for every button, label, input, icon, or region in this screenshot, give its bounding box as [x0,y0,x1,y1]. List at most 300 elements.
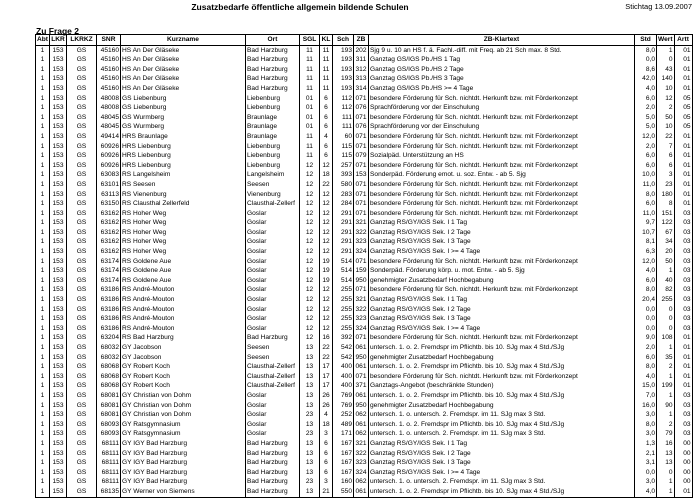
cell-wert: 12 [657,94,675,104]
cell-std: 6,0 [635,94,657,104]
cell-sgl: 01 [300,94,320,104]
cell-std: 0,0 [635,305,657,315]
cell-zb-klartext: Sprachförderung vor der Einschulung [369,122,635,132]
cell-sch: 193 [333,55,354,65]
cell-std: 8,0 [635,420,657,430]
cell-snr: 68111 [97,477,121,487]
cell-zb: 321 [355,219,367,227]
cell-sch: 115 [333,151,354,161]
cell-sch: 160 [333,477,354,487]
cell-lkrkz: GS [67,458,97,468]
cell-kurzname: GS Liebenburg [121,103,246,113]
cell-lkrkz: GS [67,199,97,209]
cell-snr: 68068 [97,372,121,382]
cell-kl: 12 [320,305,333,315]
cell-zb: 062 [355,478,367,486]
column-header-kl: KL [320,35,333,46]
cell-kl: 12 [320,285,333,295]
cell-abt: 1 [36,122,50,132]
cell-sgl: 12 [300,333,320,343]
cell-kurzname: RS Vienenburg [121,190,246,200]
cell-zb: 324 [355,248,367,256]
cell-kl: 22 [320,353,333,363]
cell-wert: 50 [657,257,675,267]
cell-ort: Bad Harzburg [246,468,300,478]
cell-sch: 769 [333,401,354,411]
cell-wert: 23 [657,180,675,190]
cell-wert: 13 [657,458,675,468]
cell-sch: 514 [333,257,354,267]
cell-ort: Liebenburg [246,161,300,171]
cell-sgl: 12 [300,180,320,190]
cell-ort: Bad Harzburg [246,84,300,94]
cell-zb-klartext: Ganztag RS/GY/IGS Sek. I 3 Tage [369,458,635,468]
cell-sgl: 12 [300,324,320,334]
cell-std: 8,0 [635,190,657,200]
cell-ort: Goslar [246,314,300,324]
cell-std: 0,0 [635,324,657,334]
cell-sch: 400 [333,372,354,382]
table-row [36,401,693,411]
cell-abt: 1 [36,247,50,257]
cell-kl: 4 [320,132,333,142]
cell-artt: 01 [674,381,692,391]
cell-lkrkz: GS [67,65,97,75]
table-row [36,151,693,161]
cell-snr: 45160 [97,55,121,65]
table-row [36,247,693,257]
cell-ort: Langelsheim [246,170,300,180]
cell-wert: 50 [657,113,675,123]
cell-abt: 1 [36,94,50,104]
cell-artt: 01 [674,343,692,353]
column-header-wert: Wert [657,35,675,46]
cell-ort: Bad Harzburg [246,449,300,459]
cell-std: 5,0 [635,113,657,123]
cell-std: 12,0 [635,132,657,142]
cell-lkr: 153 [50,276,67,286]
cell-kl: 11 [320,74,333,84]
cell-abt: 1 [36,353,50,363]
cell-sgl: 12 [300,237,320,247]
cell-snr: 48045 [97,113,121,123]
cell-kl: 6 [320,439,333,449]
cell-wert: 10 [657,84,675,94]
cell-ort: Goslar [246,209,300,219]
cell-zb: 371 [355,382,367,390]
cell-artt: 03 [674,324,692,334]
cell-lkrkz: GS [67,381,97,391]
cell-lkr: 153 [50,74,67,84]
cell-ort: Clausthal-Zellerf [246,372,300,382]
cell-zb: 322 [355,449,367,457]
cell-sch: 111 [333,113,354,123]
cell-kurzname: RS André-Mouton [121,314,246,324]
cell-wert: 1 [657,410,675,420]
cell-lkrkz: GS [67,170,97,180]
table-row [36,391,693,401]
cell-zb-klartext: untersch. 1. o. 2. Fremdspr im Pflichtb. bis 10. SJg max 4 Std./SJg [369,343,635,353]
cell-wert: 40 [657,276,675,286]
cell-kl: 26 [320,391,333,401]
table-row [36,45,693,55]
cell-kl: 12 [320,199,333,209]
cell-sgl: 12 [300,247,320,257]
cell-lkrkz: GS [67,362,97,372]
cell-zb-klartext: Ganztag RS/GY/IGS Sek. I 2 Tage [369,305,635,315]
cell-ort: Goslar [246,305,300,315]
column-header-kurzname: Kurzname [121,35,246,46]
cell-lkrkz: GS [67,74,97,84]
table-row [36,132,693,142]
cell-zb: 076 [355,104,367,112]
cell-kl: 6 [320,142,333,152]
column-header-sch: Sch [333,35,354,46]
cell-std: 15,0 [635,381,657,391]
cell-zb-klartext: Sonderpäd. Förderung emot. u. soz. Entw. - ab 5. Sjg [369,170,635,180]
cell-lkrkz: GS [67,45,97,55]
cell-zb-klartext: Ganztag RS/GY/IGS Sek. I 1 Tag [369,295,635,305]
cell-zb-klartext: Sozialpäd. Unterstützung an HS [369,151,635,161]
cell-artt: 05 [674,94,692,104]
cell-wert: 13 [657,449,675,459]
cell-zb-klartext: Sjg 9 u. 10 an HS f. ä. Fachl.-diff. mit Freq. ab 21 Sch max. 8 Std. [369,45,635,55]
cell-zb-klartext: Ganztag GS/IGS Pb./HS 1 Tag [369,55,635,65]
cell-sgl: 12 [300,161,320,171]
cell-zb-klartext: untersch. 1. o. 2. Fremdspr im Pflichtb. bis 10. SJg max 4 Std./SJg [369,362,635,372]
cell-wert: 2 [657,362,675,372]
cell-sch: 291 [333,228,354,238]
cell-lkrkz: GS [67,410,97,420]
cell-snr: 60926 [97,161,121,171]
cell-ort: Goslar [246,324,300,334]
table-row [36,324,693,334]
cell-sgl: 11 [300,132,320,142]
cell-wert: 10 [657,122,675,132]
cell-zb: 071 [355,372,367,380]
cell-abt: 1 [36,161,50,171]
cell-lkrkz: GS [67,401,97,411]
cell-zb-klartext: untersch. 1. o. untersch. 2. Fremdspr. im 11. SJg max 3 Std. [369,410,635,420]
cell-std: 5,0 [635,122,657,132]
cell-kurzname: GY Jacobson [121,353,246,363]
cell-artt: 01 [674,161,692,171]
cell-kl: 21 [320,487,333,497]
cell-sgl: 23 [300,410,320,420]
cell-sch: 769 [333,391,354,401]
header-row [36,35,693,46]
cell-ort: Goslar [246,420,300,430]
cell-sgl: 13 [300,372,320,382]
cell-artt: 01 [674,74,692,84]
cell-snr: 63186 [97,324,121,334]
cell-artt: 03 [674,228,692,238]
cell-kurzname: RS André-Mouton [121,305,246,315]
cell-kl: 19 [320,257,333,267]
table-row [36,458,693,468]
cell-std: 4,0 [635,372,657,382]
cell-sgl: 13 [300,391,320,401]
cell-kl: 11 [320,65,333,75]
cell-wert: 16 [657,439,675,449]
cell-lkr: 153 [50,381,67,391]
table-row [36,362,693,372]
cell-abt: 1 [36,333,50,343]
cell-lkrkz: GS [67,487,97,497]
cell-sch: 291 [333,209,354,219]
cell-artt: 03 [674,276,692,286]
cell-wert: 140 [657,74,675,84]
cell-lkrkz: GS [67,55,97,65]
table-row [36,74,693,84]
cell-std: 0,0 [635,314,657,324]
cell-std: 9,0 [635,333,657,343]
cell-lkr: 153 [50,209,67,219]
cell-kurzname: HRS Liebenburg [121,142,246,152]
cell-sgl: 11 [300,74,320,84]
table-row [36,266,693,276]
cell-zb: 153 [355,171,367,179]
cell-lkrkz: GS [67,420,97,430]
cell-std: 12,0 [635,257,657,267]
cell-lkrkz: GS [67,132,97,142]
cell-ort: Goslar [246,257,300,267]
cell-abt: 1 [36,74,50,84]
cell-sch: 112 [333,103,354,113]
cell-snr: 68111 [97,439,121,449]
cell-lkrkz: GS [67,391,97,401]
table-row [36,170,693,180]
cell-kl: 17 [320,381,333,391]
cell-kurzname: GY Werner von Siemens [121,487,246,497]
cell-zb-klartext: Ganztag RS/GY/IGS Sek. I 1 Tag [369,218,635,228]
cell-lkr: 153 [50,103,67,113]
cell-kl: 22 [320,180,333,190]
table-row [36,161,693,171]
cell-snr: 68081 [97,391,121,401]
cell-abt: 1 [36,170,50,180]
cell-kl: 12 [320,295,333,305]
cell-lkr: 153 [50,161,67,171]
cell-artt: 00 [674,449,692,459]
cell-abt: 1 [36,324,50,334]
cell-zb-klartext: Ganztag RS/GY/IGS Sek. I 2 Tage [369,449,635,459]
cell-kl: 11 [320,55,333,65]
cell-artt: 00 [674,458,692,468]
cell-wert: 43 [657,65,675,75]
cell-sgl: 12 [300,276,320,286]
cell-zb-klartext: besondere Förderung für Sch. nichtdt. Herkunft bzw. mit Förderkonzept [369,142,635,152]
cell-kurzname: RS Hoher Weg [121,228,246,238]
cell-zb-klartext: Ganztag RS/GY/IGS Sek. I 3 Tage [369,237,635,247]
cell-wert: 122 [657,218,675,228]
cell-lkrkz: GS [67,228,97,238]
cell-sgl: 12 [300,199,320,209]
cell-lkr: 153 [50,314,67,324]
table-row [36,84,693,94]
table-row [36,333,693,343]
cell-lkr: 153 [50,401,67,411]
cell-wert: 0 [657,305,675,315]
cell-snr: 63101 [97,180,121,190]
cell-sgl: 13 [300,362,320,372]
cell-sgl: 13 [300,458,320,468]
cell-ort: Liebenburg [246,151,300,161]
cell-lkr: 153 [50,113,67,123]
cell-wert: 1 [657,372,675,382]
cell-abt: 1 [36,314,50,324]
cell-zb: 322 [355,305,367,313]
cell-ort: Bad Harzburg [246,477,300,487]
cell-artt: 01 [674,190,692,200]
cell-zb-klartext: besondere Förderung für Sch. nichtdt. Herkunft bzw. mit Förderkonzept [369,180,635,190]
cell-std: 3,0 [635,410,657,420]
cell-kurzname: GY Ratsgymnasium [121,429,246,439]
cell-lkr: 153 [50,199,67,209]
cell-zb: 061 [355,391,367,399]
cell-kl: 18 [320,170,333,180]
cell-artt: 01 [674,487,692,497]
cell-sch: 400 [333,381,354,391]
cell-lkr: 153 [50,247,67,257]
cell-zb-klartext: genehmigter Zusatzbedarf Hochbegabung [369,276,635,286]
cell-ort: Braunlage [246,113,300,123]
cell-sgl: 11 [300,84,320,94]
table-row [36,285,693,295]
cell-sgl: 13 [300,343,320,353]
table-row [36,353,693,363]
cell-zb-klartext: Sprachförderung vor der Einschulung [369,103,635,113]
cell-std: 6,0 [635,353,657,363]
cell-snr: 63186 [97,285,121,295]
cell-zb-klartext: besondere Förderung für Sch. nichtdt. Herkunft bzw. mit Förderkonzept [369,132,635,142]
table-row [36,94,693,104]
cell-lkrkz: GS [67,113,97,123]
table-row [36,305,693,315]
cell-kurzname: RS Goldene Aue [121,276,246,286]
cell-lkrkz: GS [67,84,97,94]
cell-snr: 68111 [97,449,121,459]
cell-snr: 63113 [97,190,121,200]
cell-wert: 108 [657,333,675,343]
cell-sch: 193 [333,84,354,94]
stichtag-date: Stichtag 13.09.2007 [625,2,692,11]
cell-ort: Goslar [246,247,300,257]
column-header-ort: Ort [246,35,300,46]
cell-artt: 05 [674,103,692,113]
column-header-lkr: LKR [50,35,67,46]
cell-zb-klartext: Ganztag GS/IGS Pb./HS >= 4 Tage [369,84,635,94]
cell-wert: 6 [657,161,675,171]
cell-zb: 324 [355,468,367,476]
cell-snr: 68135 [97,487,121,497]
cell-wert: 34 [657,237,675,247]
cell-sgl: 12 [300,170,320,180]
cell-kurzname: RS Goldene Aue [121,257,246,267]
cell-std: 8,0 [635,362,657,372]
cell-lkrkz: GS [67,237,97,247]
cell-zb: 202 [355,46,367,54]
cell-ort: Clausthal-Zellerf [246,362,300,372]
cell-abt: 1 [36,362,50,372]
cell-kurzname: RS Langelsheim [121,170,246,180]
cell-snr: 60926 [97,151,121,161]
cell-lkrkz: GS [67,266,97,276]
table-row [36,314,693,324]
page-title: Zusatzbedarfe öffentliche allgemein bildende Schulen [191,2,409,12]
cell-lkrkz: GS [67,305,97,315]
cell-std: 6,0 [635,199,657,209]
cell-kurzname: GY IGY Bad Harzburg [121,458,246,468]
column-header-lkrkz: LKRKZ [67,35,97,46]
cell-zb-klartext: Sonderpäd. Förderung körp. u. mot. Entw. - ab 5. Sjg [369,266,635,276]
cell-abt: 1 [36,420,50,430]
cell-artt: 01 [674,84,692,94]
cell-std: 1,3 [635,439,657,449]
cell-zb: 071 [355,132,367,140]
cell-kurzname: GY IGY Bad Harzburg [121,449,246,459]
table-row [36,237,693,247]
cell-artt: 01 [674,353,692,363]
cell-sch: 284 [333,199,354,209]
cell-kl: 12 [320,209,333,219]
cell-sgl: 13 [300,420,320,430]
cell-zb-klartext: genehmigter Zusatzbedarf Hochbegabung [369,401,635,411]
cell-snr: 45160 [97,65,121,75]
cell-std: 11,0 [635,209,657,219]
cell-sgl: 13 [300,401,320,411]
table-body [36,45,693,497]
cell-wert: 6 [657,151,675,161]
cell-ort: Seesen [246,353,300,363]
cell-sch: 291 [333,218,354,228]
cell-lkrkz: GS [67,276,97,286]
cell-kl: 16 [320,333,333,343]
cell-sgl: 13 [300,439,320,449]
cell-abt: 1 [36,209,50,219]
cell-sgl: 12 [300,190,320,200]
cell-sgl: 12 [300,295,320,305]
cell-kurzname: HS An Der Gläseke [121,84,246,94]
cell-abt: 1 [36,65,50,75]
cell-artt: 03 [674,218,692,228]
cell-abt: 1 [36,468,50,478]
cell-std: 0,0 [635,468,657,478]
table-row [36,113,693,123]
cell-std: 6,0 [635,151,657,161]
cell-zb-klartext: Ganztag RS/GY/IGS Sek. I 1 Tag [369,439,635,449]
cell-std: 4,0 [635,266,657,276]
cell-kl: 12 [320,314,333,324]
cell-sgl: 11 [300,45,320,55]
cell-wert: 1 [657,45,675,55]
cell-zb-klartext: besondere Förderung für Sch. nichtdt. Herkunft bzw. mit Förderkonzept [369,161,635,171]
cell-lkrkz: GS [67,142,97,152]
cell-snr: 48008 [97,94,121,104]
cell-abt: 1 [36,218,50,228]
cell-ort: Liebenburg [246,103,300,113]
cell-kl: 6 [320,458,333,468]
cell-ort: Goslar [246,266,300,276]
cell-artt: 03 [674,410,692,420]
cell-kurzname: GY Robert Koch [121,381,246,391]
cell-lkr: 153 [50,468,67,478]
cell-lkrkz: GS [67,353,97,363]
cell-kl: 12 [320,324,333,334]
table-row [36,199,693,209]
cell-sch: 392 [333,333,354,343]
cell-lkr: 153 [50,55,67,65]
